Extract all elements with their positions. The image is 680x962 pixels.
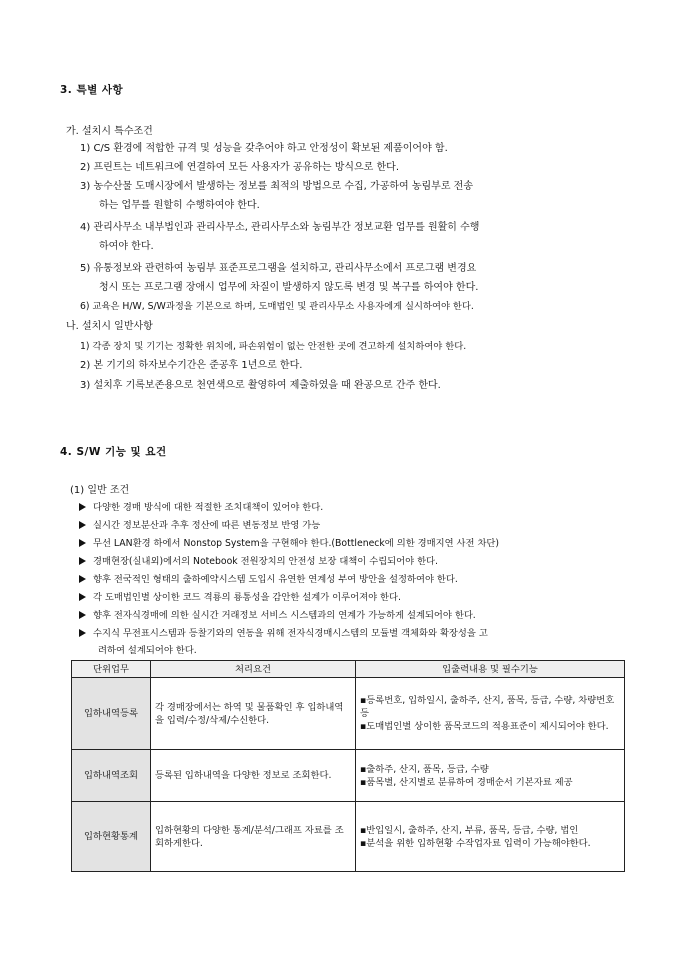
triangle-bullet-icon [79,629,86,637]
bullet-item-continuation: 려하여 설계되어야 한다. [98,645,197,656]
unit-cell: 입하현황통계 [72,802,151,872]
bullet-item: 향후 전국적인 형태의 출하예약시스템 도입시 유연한 연계성 부여 방안을 설정하여야 한다. [79,574,458,586]
subsection-a-title: 가. 설치시 특수조건 [66,126,153,137]
bullet-item: 무선 LAN환경 하에서 Nonstop System을 구현해야 한다.(Bottleneck에 의한 경매지연 사전 차단) [79,538,499,550]
triangle-bullet-icon [79,539,86,547]
list-item: 3) 농수산물 도매시장에서 발생하는 정보를 최적의 방법으로 수집, 가공하여 농림부로 전송 [80,181,473,192]
column-header-requirement: 처리요건 [151,661,356,678]
list-item: 1) C/S 환경에 적합한 규격 및 성능을 갖추어야 하고 안정성이 확보된 제품이어야 함. [80,143,448,154]
list-item: 2) 프린트는 네트워크에 연결하여 모든 사용자가 공유하는 방식으로 한다. [80,162,400,173]
function-item: ▪반입일시, 출하주, 산지, 부류, 품목, 등급, 수량, 법인 [360,824,579,836]
bullet-item: 각 도매법인별 상이한 코드 격룡의 룡통성을 감안한 설계가 이루어져야 한다. [79,592,401,604]
subsection-1-title: (1) 일반 조건 [70,485,130,496]
triangle-bullet-icon [79,575,86,583]
list-item-continuation: 청시 또는 프로그램 장애시 업무에 차질이 발생하지 않도록 변경 및 복구를 하여야 한다. [99,282,479,293]
function-item: ▪도매법인별 상이한 품목코드의 적용표준이 제시되어야 한다. [360,721,609,732]
triangle-bullet-icon [79,557,86,565]
list-item-continuation: 하여야 한다. [99,241,154,252]
section-3-title: 3. 특별 사항 [60,84,124,96]
bullet-item: 경매현장(실내외)에서의 Notebook 전원장치의 안전성 보장 대책이 수립되어야 한다. [79,556,438,568]
function-item: ▪출하주, 산지, 품목, 등급, 수량 [360,763,489,775]
triangle-bullet-icon [79,503,86,511]
bullet-item: 수지식 무전표시스템과 등찰기와의 연동을 위해 전자식경매시스템의 모듈별 객체화와 확장성을 고 [79,628,488,640]
list-item: 4) 관리사무소 내부법인과 관리사무소, 관리사무소와 농림부간 정보교환 업무를 원활히 수행 [80,222,480,233]
table-header-row [72,661,625,678]
unit-cell: 입하내역조회 [72,750,151,802]
requirement-cell: 각 경매장에서는 하역 및 물품확인 후 입하내역을 입력/수정/삭제/수신한다. [151,678,356,750]
unit-cell: 입하내역등록 [72,678,151,750]
bullet-item: 실시간 정보분산과 추후 정산에 따른 변동정보 반영 가능 [79,520,320,532]
requirements-table [71,660,625,872]
list-item: 2) 본 기기의 하자보수기간은 준공후 1년으로 한다. [80,360,303,371]
requirement-cell: 등록된 입하내역을 다양한 정보로 조회한다. [151,750,356,802]
section-4-title: 4. S/W 기능 및 요건 [60,446,167,458]
list-item: 5) 유통정보와 관련하여 농림부 표준프로그램을 설치하고, 관리사무소에서 프로그램 변경요 [80,263,477,274]
subsection-b-title: 나. 설치시 일반사항 [66,321,153,332]
functions-cell [356,750,625,802]
function-item: ▪분석을 위한 입하현황 수작업자료 입력이 가능해야한다. [360,837,591,849]
list-item: 1) 각종 장치 및 기기는 정확한 위치에, 파손위험이 없는 안전한 곳에 견고하게 설치하여야 한다. [80,341,467,352]
column-header-unit: 단위업무 [72,661,151,678]
bullet-item: 다양한 경매 방식에 대한 적절한 조치대책이 있어야 한다. [79,502,323,514]
triangle-bullet-icon [79,521,86,529]
table-row [72,802,625,872]
triangle-bullet-icon [79,611,86,619]
column-header-functions: 입출력내용 및 필수기능 [356,661,625,678]
functions-cell [356,678,625,750]
function-item: ▪품목별, 산지별로 분류하여 경매순서 기본자료 제공 [360,776,573,788]
triangle-bullet-icon [79,593,86,601]
requirement-cell: 입하현황의 다양한 통계/분석/그래프 자료를 조회하게한다. [151,802,356,872]
table-row [72,678,625,750]
functions-cell [356,802,625,872]
list-item: 3) 설치후 기록보존용으로 천연색으로 촬영하여 제출하였을 때 완공으로 간주 한다. [80,380,441,391]
bullet-item: 향후 전자식경매에 의한 실시간 거래정보 서비스 시스템과의 연계가 가능하게 설계되어야 한다. [79,610,476,622]
table-row [72,750,625,802]
list-item-continuation: 하는 업무를 원할히 수행하여야 한다. [99,200,260,211]
function-item: ▪등록번호, 입하일시, 출하주, 산지, 품목, 등급, 수량, 차량번호등 [360,695,615,719]
list-item: 6) 교육은 H/W, S/W과정을 기본으로 하며, 도매법인 및 관리사무소 사용자에게 실시하여야 한다. [80,301,474,312]
